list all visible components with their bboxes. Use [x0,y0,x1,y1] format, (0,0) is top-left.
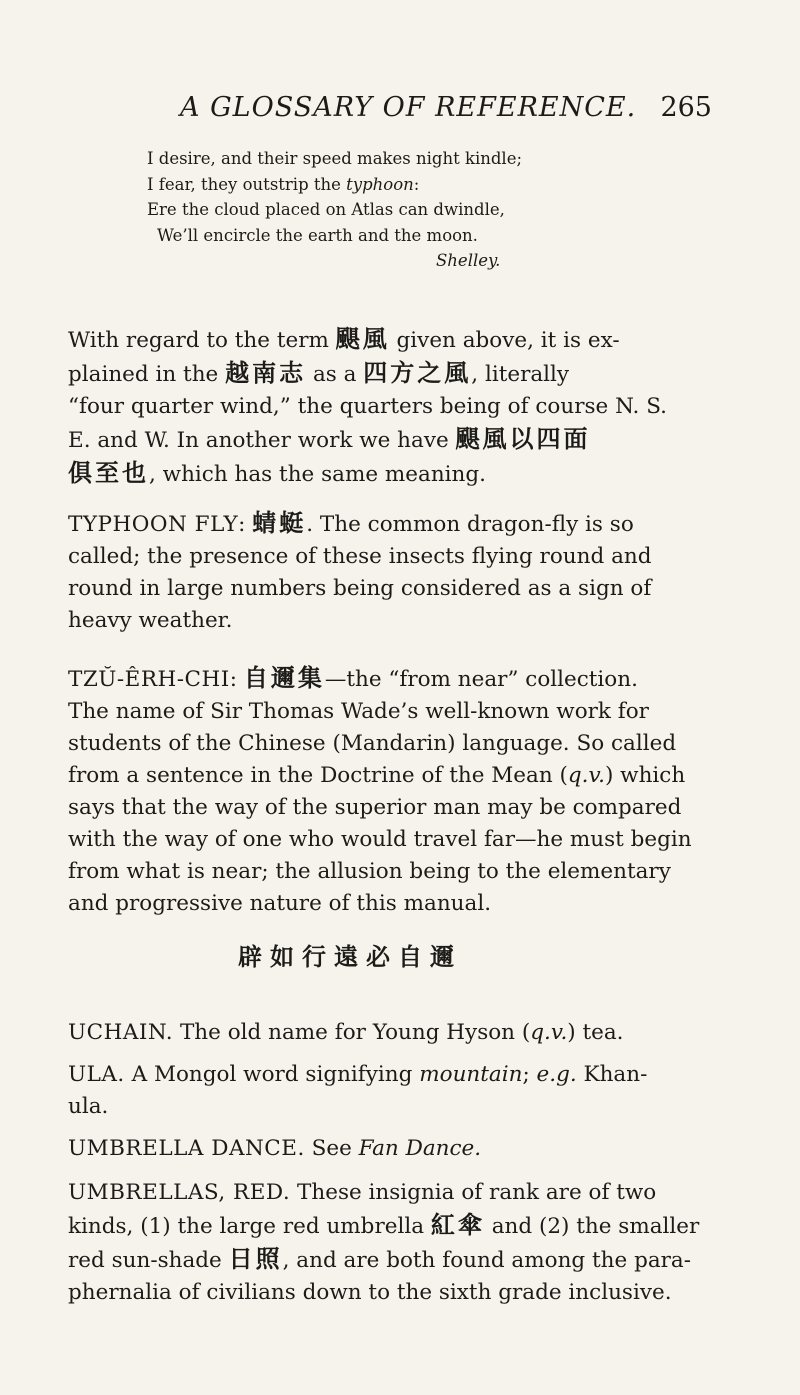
text: —the “from near” collection. [324,667,638,692]
chinese-characters: 四方之風 [363,358,472,387]
italic-text: e.g. [536,1062,577,1087]
paragraph-typhoon-term [68,323,714,491]
text: plained in the [68,362,226,387]
entry-uchain [68,1017,714,1049]
entry-term: UMBRELLA DANCE. [68,1136,305,1161]
page-number: 265 [660,92,712,123]
verse-line: Ere the cloud placed on Atlas can dwindle, [147,200,505,219]
text: : [238,512,253,537]
text: With regard to the term [68,328,336,353]
text: Khan- [576,1062,648,1087]
chinese-characters: 越南志 [225,358,307,387]
text: and (2) the smaller [484,1214,700,1239]
epigraph-verse [147,146,707,274]
entry-umbrella-dance [68,1133,714,1165]
text: E. and W. In another work we have [68,428,456,453]
text-line [68,323,714,357]
text: A Mongol word signifying [124,1062,420,1087]
verse-author: Shelley. [436,251,501,270]
chinese-characters: 紅傘 [430,1210,485,1239]
entry-typhoon-fly [68,507,714,637]
verse-line: We’ll encircle the earth and the moon. [157,225,478,245]
italic-text: q.v. [567,763,605,788]
text-line [68,1209,714,1243]
text: The old name for Young Hyson ( [173,1020,531,1045]
text-line: says that the way of the superior man may be compared [68,795,682,820]
italic-text: mountain [419,1062,523,1087]
text-line: The name of Sir Thomas Wade’s well-known work for [68,699,649,724]
text-line: students of the Chinese (Mandarin) language. So called [68,731,677,756]
text-line [68,760,714,792]
verse-line [147,172,707,198]
text: These insignia of rank are of two [290,1180,657,1205]
entry-ula [68,1059,714,1123]
chinese-characters: 日照 [228,1244,283,1273]
text-line [68,1017,714,1049]
chinese-characters: 颶風 [335,324,390,353]
verse-italic-word: typhoon [346,174,414,194]
text: kinds, (1) the large red umbrella [68,1214,431,1239]
entry-term: TZŬ-ÊRH-CHI [68,667,230,692]
text: red sun-shade [68,1248,229,1273]
running-title: A GLOSSARY OF REFERENCE. [180,92,637,123]
chinese-quotation: 辟如行遠必自邇 [238,942,462,971]
text: , literally [471,362,570,387]
text-line [68,1243,714,1277]
text: as a [306,362,364,387]
text-line [68,662,714,696]
entry-umbrellas-red [68,1177,714,1309]
text-line: “four quarter wind,” the quarters being of course N. S. [68,394,667,419]
verse-line: I desire, and their speed makes night kindle; [147,149,523,168]
running-header [68,92,712,132]
entry-term: UMBRELLAS, RED. [68,1180,291,1205]
text-line: round in large numbers being considered as a sign of [68,576,652,601]
text-line [68,423,714,457]
text: , and are both found among the para- [282,1248,692,1273]
text: . The common dragon-fly is so [306,512,634,537]
text-line [68,1059,714,1091]
text: ) tea. [567,1020,624,1045]
text: ) which [604,763,686,788]
chinese-characters: 颶風以四面 [455,424,591,453]
entry-term: UCHAIN. [68,1020,174,1045]
text-line [68,457,714,491]
text-line: with the way of one who would travel far—he must begin [68,827,692,852]
text: ; [522,1062,537,1087]
entry-term: ULA. [68,1062,125,1087]
verse-line-end: : [413,174,420,194]
verse-line-text: I fear, they outstrip the [147,174,347,194]
chinese-characters: 俱至也 [68,458,149,487]
text-line: and progressive nature of this manual. [68,891,492,916]
entry-term: TYPHOON FLY [68,512,239,537]
text: , which has the same meaning. [149,462,486,487]
text-line [68,507,714,541]
chinese-characters: 蜻蜓 [252,508,307,537]
text-line: phernalia of civilians down to the sixth grade inclusive. [68,1280,672,1305]
entry-tzu-erh-chi [68,662,714,920]
italic-text: q.v. [530,1020,568,1045]
text: : [229,667,244,692]
text: See [304,1136,359,1161]
chinese-characters: 自邇集 [243,663,325,692]
text-line [68,357,714,391]
text-line [68,1133,714,1165]
text-line [68,1177,714,1209]
text-line: from what is near; the allusion being to the elementary [68,859,671,884]
italic-text: Fan Dance. [358,1136,482,1161]
text-line: ula. [68,1094,109,1119]
text: given above, it is ex- [389,328,620,353]
text-line: heavy weather. [68,608,233,633]
text-line: called; the presence of these insects flying round and [68,544,652,569]
text: from a sentence in the Doctrine of the Mean ( [68,763,568,788]
